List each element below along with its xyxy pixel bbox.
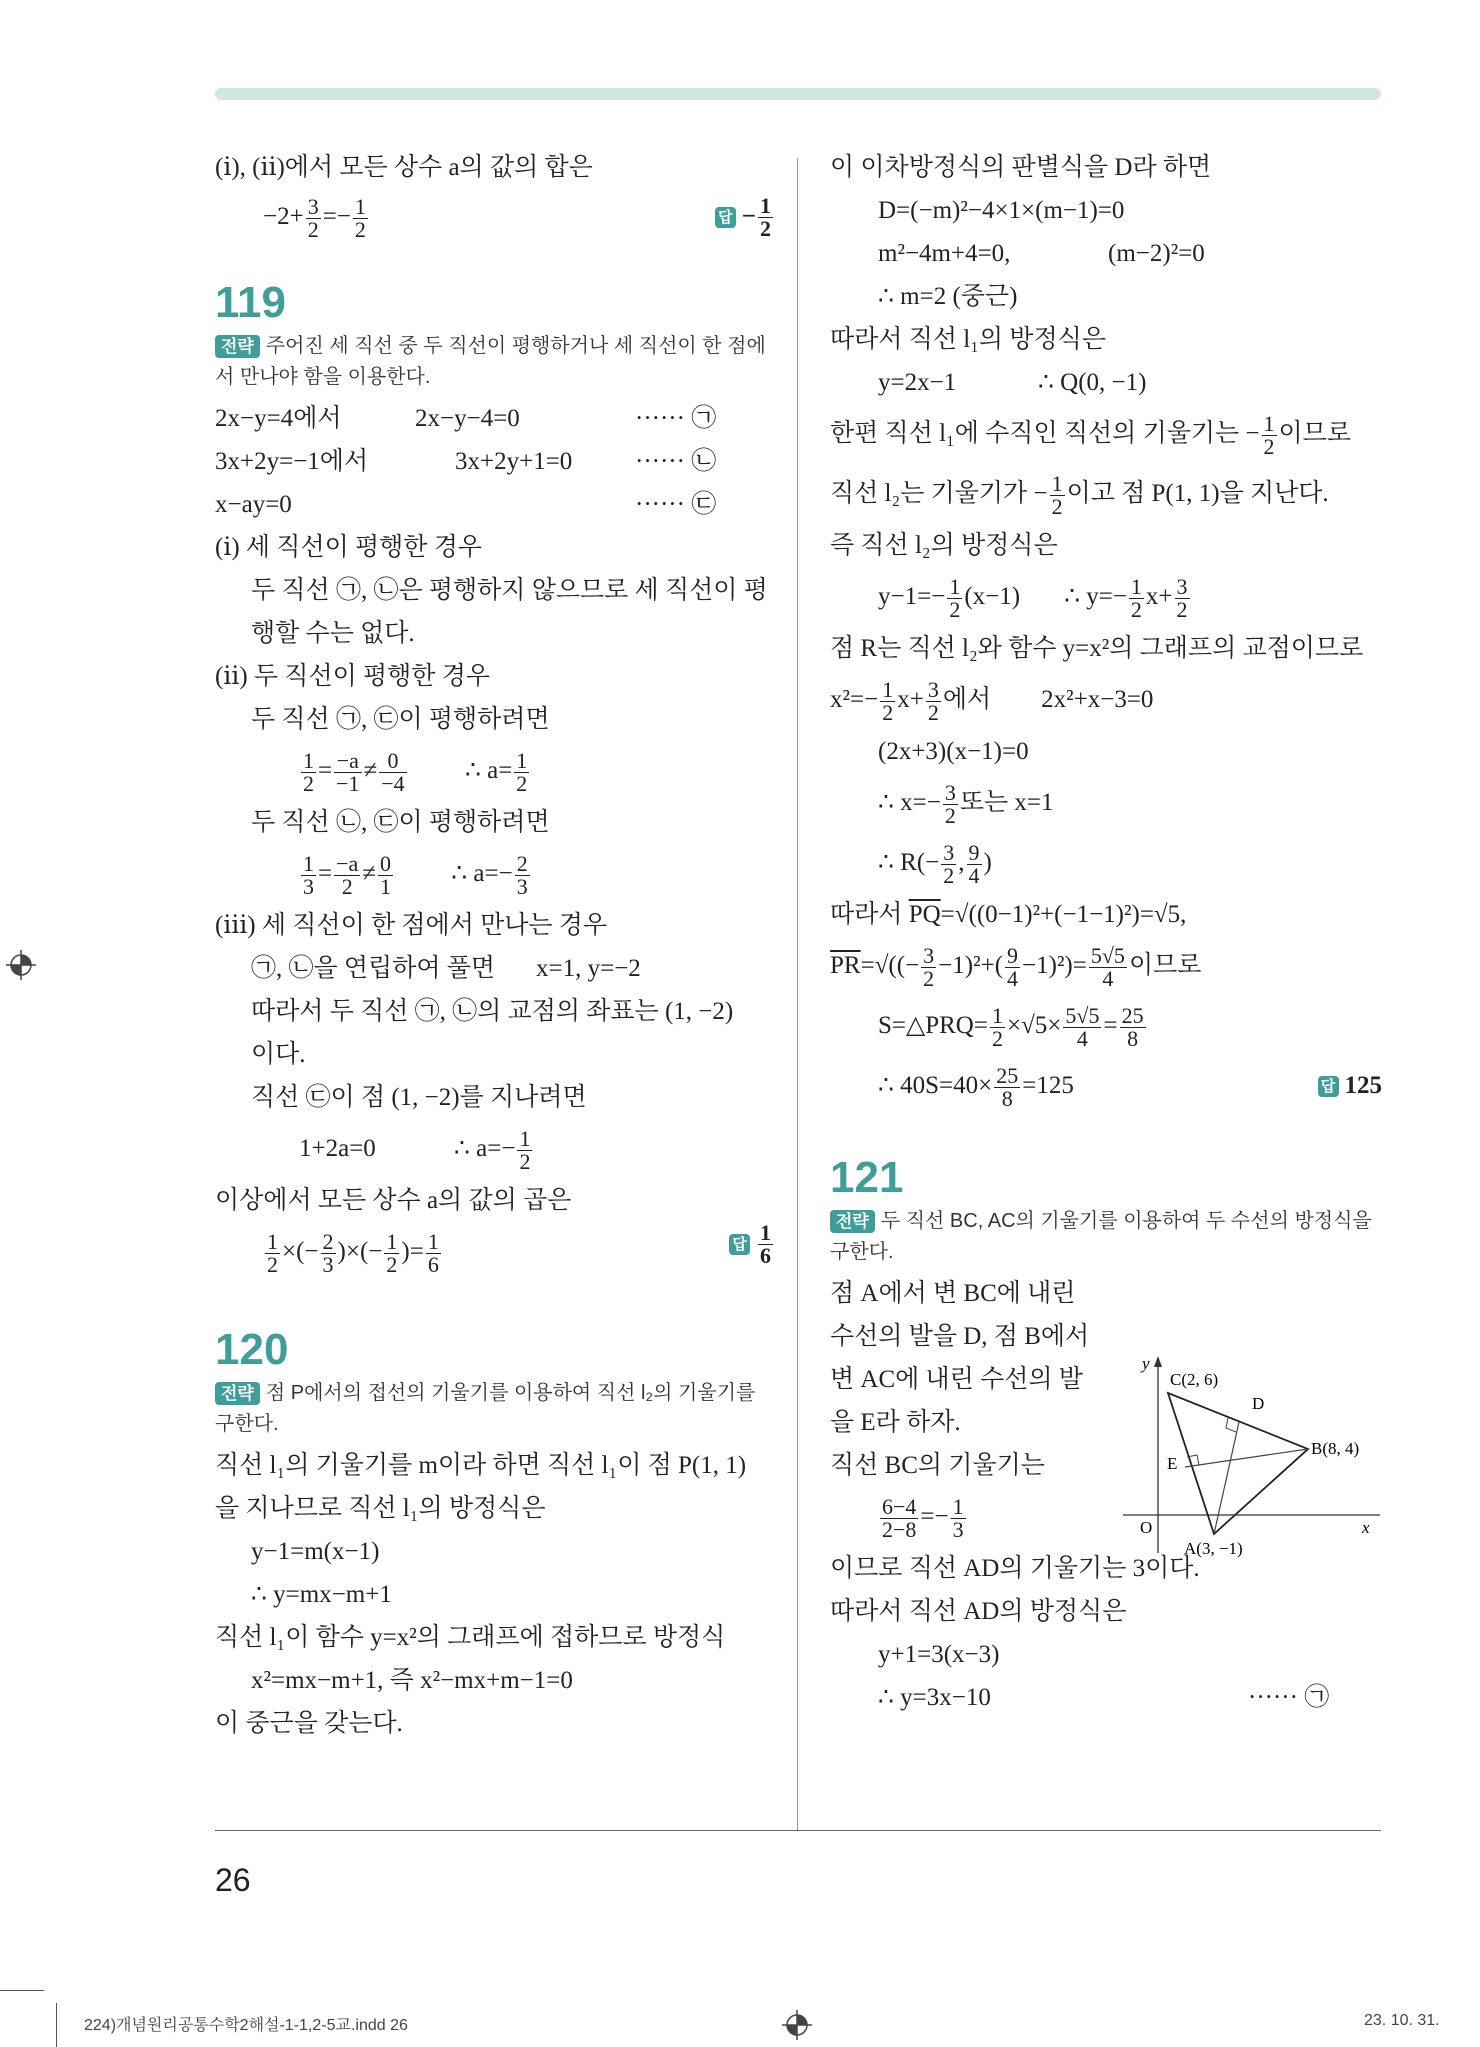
p121-eq: y+1=3(x−3)	[878, 1641, 1000, 1668]
p120-eq: y−1=m(x−1)	[251, 1538, 380, 1565]
r-eq: x²=− $\frac{1}{2}$ x+ $\frac{3}{2}$ 에서 2x²+x−3=0	[830, 676, 1154, 725]
fraction: $\frac{3}{2}$	[307, 193, 319, 242]
p120-text: 직선 l₁의 기울기를 m이라 하면 직선 l₁이 점 P(1, 1)	[215, 1452, 747, 1479]
case-1: (ⅰ) 세 직선이 평행한 경우	[215, 534, 482, 561]
answer-119: 답 $\frac{1}{6}$	[729, 1222, 775, 1267]
problem-number-119: 119	[215, 278, 286, 327]
point-e-label: E	[1167, 1454, 1178, 1473]
r-eq: ∴ m=2 (중근)	[878, 283, 1018, 310]
r-eq: y−1=− $\frac{1}{2}$ (x−1) ∴ y=− $\frac{1}{2}$ x+ $\frac{3}{2}$	[878, 573, 1188, 622]
altitude-ad	[1214, 1422, 1239, 1534]
eq-line-2: 3x+2y=−1에서 3x+2y+1=0 ······ ㉡	[215, 448, 717, 475]
product-equation: $\frac{1}{2}$ ×(− $\frac{2}{3}$ )×(− $\frac{1}{2}$ )= $\frac{1}{6}$ 답 $\frac{1}{6}$	[215, 1222, 775, 1282]
p121-eq: $\frac{6-4}{2-8}$ =− $\frac{1}{3}$	[882, 1493, 964, 1542]
strategy-121: 전략 두 직선 BC, AC의 기울기를 이용하여 두 수선의 방정식을 구한다.	[830, 1210, 1372, 1263]
r-eq: ∴ 40S=40× $\frac{25}{8}$ =125 답 125	[830, 1056, 1382, 1116]
p121-text: 수선의 발을 D, 점 B에서	[830, 1323, 1090, 1350]
bottom-rule	[215, 1830, 1381, 1831]
strategy-badge: 전략	[215, 1382, 260, 1405]
sum-eq-text: =−	[322, 203, 351, 230]
footer-date: 23. 10. 31.	[1364, 2012, 1440, 2029]
p120-eq: x²=mx−m+1, 즉 x²−mx+m−1=0	[251, 1667, 573, 1694]
crop-mark	[56, 2003, 57, 2047]
p120-text: 직선 l₁이 함수 y=x²의 그래프에 접하므로 방정식	[215, 1624, 726, 1651]
strategy-120: 전략 점 P에서의 접선의 기울기를 이용하여 직선 l₂의 기울기를 구한다.	[215, 1382, 756, 1435]
crop-mark	[0, 1990, 44, 1991]
p120-text: 이 중근을 갖는다.	[215, 1710, 403, 1737]
r-eq: S=△PRQ= $\frac{1}{2}$ ×√5× $\frac{5√5}{4}$ = $\frac{25}{8}$	[878, 1002, 1144, 1051]
registration-mark-icon	[782, 2010, 812, 2040]
y-axis-arrow	[1154, 1356, 1162, 1367]
case-2-text: 두 직선 ㉠, ㉢이 평행하려면	[251, 706, 550, 733]
r-text: 한편 직선 l₁에 수직인 직선의 기울기는 − $\frac{1}{2}$ 이므로	[830, 410, 1351, 459]
case-3-eq: 1+2a=0 ∴ a=− $\frac{1}{2}$	[299, 1125, 531, 1174]
problem-number-120: 120	[215, 1325, 289, 1374]
case-3-text: 직선 ㉢이 점 (1, −2)를 지나려면	[251, 1084, 587, 1111]
p121-text: 직선 BC의 기울기는	[830, 1452, 1045, 1479]
answer-badge: 답	[715, 207, 736, 228]
altitude-be	[1185, 1449, 1308, 1467]
problem-number-121: 121	[830, 1153, 904, 1202]
case-2-text: 두 직선 ㉡, ㉢이 평행하려면	[251, 809, 550, 836]
p120-eq: ∴ y=mx−m+1	[251, 1581, 392, 1608]
triangle-abc	[1168, 1393, 1308, 1534]
column-divider	[797, 158, 798, 1830]
fraction: $\frac{1}{2}$	[354, 193, 366, 242]
strategy-badge: 전략	[215, 335, 260, 358]
left-column	[215, 146, 775, 1745]
p120-text: 을 지나므로 직선 l₁의 방정식은	[215, 1495, 546, 1522]
point-d-label: D	[1252, 1394, 1265, 1413]
right-angle-e	[1187, 1455, 1199, 1465]
r-text: 즉 직선 l₂의 방정식은	[830, 532, 1058, 559]
header-bar	[215, 88, 1381, 100]
r-text: 직선 l₂는 기울기가 − $\frac{1}{2}$ 이고 점 P(1, 1)을 지난다.	[830, 470, 1329, 519]
r-eq: ∴ R(− $\frac{3}{2}$ , $\frac{9}{4}$ )	[878, 839, 992, 888]
r-eq: ∴ x=− $\frac{3}{2}$ 또는 x=1	[878, 779, 1054, 828]
case-2-eq2: $\frac{1}{3}$ = $\frac{-a}{2}$ ≠ $\frac{0}{1}$ ∴ a=− $\frac{2}{3}$	[303, 850, 528, 899]
r-eq: $\overline{PR}=√((-$ $\frac{3}{2}$ −1)²+( $\frac{9}{4}$ −1)²)= $\frac{5√5}{4}$ 이므로	[830, 942, 1202, 991]
final-line: 이상에서 모든 상수 a의 값의 곱은	[215, 1187, 572, 1214]
case-2-eq1: $\frac{1}{2}$ = $\frac{-a}{-1}$ ≠ $\frac{0}{-4}$ ∴ a= $\frac{1}{2}$	[303, 747, 528, 796]
r-eq: (2x+3)(x−1)=0	[878, 738, 1029, 765]
answer-118: 답 − $\frac{1}{2}$	[715, 189, 775, 245]
intro-line: (ⅰ), (ⅱ)에서 모든 상수 a의 값의 합은	[215, 154, 593, 181]
p121-text: 이므로 직선 AD의 기울기는 3이다.	[830, 1555, 1200, 1582]
answer-120: 답 125	[1318, 1056, 1383, 1116]
p121-text: 변 AC에 내린 수선의 발	[830, 1366, 1083, 1393]
p121-eq: ∴ y=3x−10 ······ ㉠	[878, 1684, 1330, 1711]
answer-badge: 답	[729, 1234, 750, 1255]
answer-badge: 답	[1318, 1076, 1339, 1097]
y-axis-label: y	[1142, 1354, 1150, 1373]
r-text: 따라서 $\overline{PQ}=√((0-1)^2+(-1-1)^2)=√5$,	[830, 901, 1187, 928]
case-1-text: 두 직선 ㉠, ㉡은 평행하지 않으므로 세 직선이 평	[251, 577, 768, 604]
case-1-text: 행할 수는 없다.	[251, 620, 415, 647]
footer-filename: 224)개념원리공통수학2해설-1-1,2-5교.indd 26	[84, 2017, 408, 2034]
strategy-119: 전략 주어진 세 직선 중 두 직선이 평행하거나 세 직선이 한 점에서 만나야 함을 이용한다.	[215, 335, 766, 388]
r-eq: y=2x−1 ∴ Q(0, −1)	[878, 369, 1147, 396]
origin-label: O	[1140, 1518, 1153, 1537]
case-3-text: ㉠, ㉡을 연립하여 풀면 x=1, y=−2	[251, 955, 641, 982]
point-a-label: A(3, −1)	[1184, 1539, 1243, 1558]
point-b-label: B(8, 4)	[1311, 1439, 1360, 1458]
strategy-badge: 전략	[830, 1210, 875, 1233]
point-c-label: C(2, 6)	[1170, 1370, 1219, 1389]
r-text: 점 R는 직선 l₂와 함수 y=x²의 그래프의 교점이므로	[830, 635, 1364, 662]
p121-text: 따라서 직선 AD의 방정식은	[830, 1598, 1127, 1625]
sum-eq-text: −2+	[263, 203, 304, 230]
eq-line-1: 2x−y=4에서 2x−y−4=0 ······ ㉠	[215, 405, 717, 432]
eq-line-3: x−ay=0 ······ ㉢	[215, 491, 717, 518]
case-3-text: 이다.	[251, 1041, 306, 1068]
sum-equation	[215, 189, 775, 245]
p121-text: 을 E라 하자.	[830, 1409, 961, 1436]
case-3: (ⅲ) 세 직선이 한 점에서 만나는 경우	[215, 912, 608, 939]
case-3-text: 따라서 두 직선 ㉠, ㉡의 교점의 좌표는 (1, −2)	[251, 998, 734, 1025]
triangle-figure	[1118, 1353, 1388, 1585]
case-2: (ⅱ) 두 직선이 평행한 경우	[215, 663, 490, 690]
r-text: 따라서 직선 l₁의 방정식은	[830, 326, 1106, 353]
r-text: 이 이차방정식의 판별식을 D라 하면	[830, 154, 1212, 181]
r-eq: m²−4m+4=0, (m−2)²=0	[878, 240, 1205, 267]
page-number: 26	[215, 1862, 251, 1898]
p121-text: 점 A에서 변 BC에 내린	[830, 1280, 1076, 1307]
x-axis-label: x	[1362, 1518, 1370, 1537]
registration-mark-icon	[6, 950, 36, 980]
r-eq: D=(−m)²−4×1×(m−1)=0	[878, 197, 1125, 224]
